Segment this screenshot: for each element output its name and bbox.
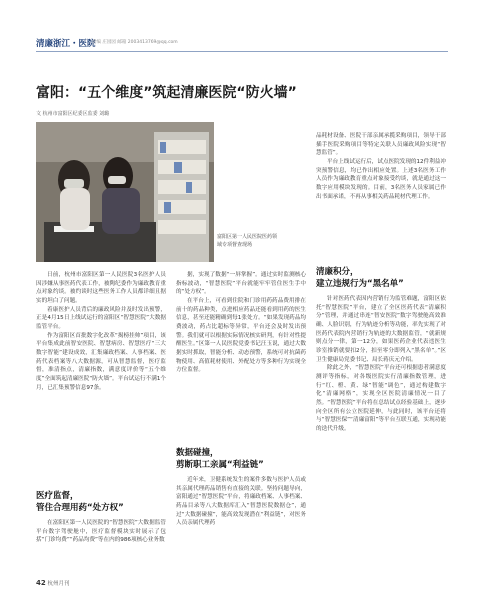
article-photo (36, 122, 214, 262)
header-rule (36, 51, 448, 52)
column-1-top (36, 271, 166, 392)
subheading-data-collision: 数据碰撞， 剪断职工亲属“利益链” (176, 448, 264, 470)
paragraph: 据，实现了数据“一屏掌握”。通过实时监测核心指标波动，“智慧医院”平台就能牢牢管住医生手中的“处方权”。 (176, 272, 306, 296)
magazine-name: 杭州月刊 (47, 581, 70, 587)
column-2-bottom (176, 476, 306, 528)
paragraph: 在平台上，可看到住院和门诊用药药品费用排在前十的药品种类，点进相应药品还能看到用药的医生信息，甚至还能精确到每1张处方。“如果发现药品均费波动，药占比超标等异常，平台还会及时发出预警。我们就可以根据实际情况核实研判，有针对性提醒医生。”区第一人民医院党委书记汪玉说，通过大数据实时抓取，智能分析、动态预警，系统可对抗菌药物使用、高值耗材使用、外配处方等多种行为实现全方位监督。 (176, 297, 306, 374)
photo-illustration (36, 122, 214, 262)
column-3-bottom (316, 295, 446, 434)
photo-caption: 富阳区第一人民医院医药领域专项督查现场 (217, 234, 278, 248)
paragraph: 除此之外，“智慧医院”平台还可根据患者满意度测评等指标，对各级医院实行清廉指数管理，进行“红、橙、黄、绿”智能“调色”，通过构建数字化“清廉网格”，实现全区医院清廉情况一目了然。“智慧医院”平台将在总结试点经验基础上，逐步向全区所有公立医院延伸，与此同时，该平台还将与“智慧医保”“清廉富阳”等平台互联互通，实现功能的迭代升级。 (316, 365, 446, 432)
article-title: 富阳：“五个维度”筑起清廉医院“防火墙” (36, 85, 297, 101)
page-footer (36, 579, 70, 587)
paragraph: 针对医药代表因内营销行为监管难题，富阳区依托“智慧医院”平台，建立了全区医药代表“清廉积分”管理，并通过串连“智安医院”数字驾驶舱高效准确、人脸识别，行为轨迹分析等功能，率先实现了对医药代表院内营销行为轨迹的大数据监管，“就新规则点分一律，第一12分，如果医药企业代表违医生诊室推销就要扣2分，扣至零分即列入“黑名单”。”区卫生健康局党委书记、局长蒋庆元介绍。 (316, 296, 446, 363)
paragraph: 近年来，卫健系统发生的案件多数与医护人员或其亲属代理药品销售有直接的关联。坚持问题导向，富阳通过“智慧医院”平台，将廉政档案、人事档案、药品目录等八大数据库汇入“智慧医院数据仓”，通过“大数据碰撞”，能高效发现潜在“利益链”，对医务人员亲属代理药 (176, 477, 306, 527)
column-3-top (316, 132, 446, 201)
paragraph: 品耗材设备、医院干部亲属承揽采购项目，领导干部插手医院采购项目等特定关联人员廉政风险实现“智慧监管”。 (316, 133, 446, 157)
paragraph: 在富阳区第一人民医院的“智慧医院”大数据监管平台数字驾驶舱中，医疗监督模块实时展示了包括“门诊均费”“药品均费”等在内的986项核心业务数 (36, 520, 166, 544)
editor-info: 责编 庄园园 邮箱 2003413769@qq.com (92, 40, 178, 45)
page-number: 42 (36, 579, 46, 587)
section-label: 清廉浙江・医院 (36, 39, 96, 49)
column-1-bottom (36, 519, 166, 545)
paragraph: 作为富阳区首批数字化改革“揭榜挂帅”项目，该平台集成此前智安医院、智慧病房、智慧医疗“三大数字智能”建设成效，汇集廉政档案、人事档案、医药代表档案等八大数据源，可从智慧监督，医疗监督，准清指点，清廉指数，满意度评价等“五个维度”全面筑起清廉医院“防火墙”。平台试运行不满1个月，已汇集预警信息97条。 (36, 332, 166, 391)
column-2-top (176, 271, 306, 375)
paragraph: 日前，杭州市富阳区第一人民医院3名医护人员因涉嫌从事医药代表工作，被陶纪委作为廉政教育重点对象约谈。被约谈时这些医务工作人员都详细且据实的坦白了问题。 (36, 272, 166, 304)
article-byline: 文 杭州市富阳区纪委区监委 刘璐 (36, 111, 110, 117)
subheading-integrity-points: 清廉积分， 建立违规行为“黑名单” (316, 267, 404, 289)
paragraph: 平台上线试运行后，试点医院发现的12件利益冲突预警信息，均已作出相应处置。上述3名医务工作人员作为廉政教育重点对象接受约谈，就是通过这一数字应用模块发现的。目前，3名医务人员家属已作出书面承诺，不再从事相关药品耗材代理工作。 (316, 158, 446, 200)
paragraph: 着康医护人员背后的廉政风险并及时发出预警，正是4月15日上线试运行的富阳区“智慧医院”大数据监管平台。 (36, 306, 166, 330)
subheading-medical-supervision: 医疗监督， 管住合理用药“处方权” (36, 491, 124, 513)
